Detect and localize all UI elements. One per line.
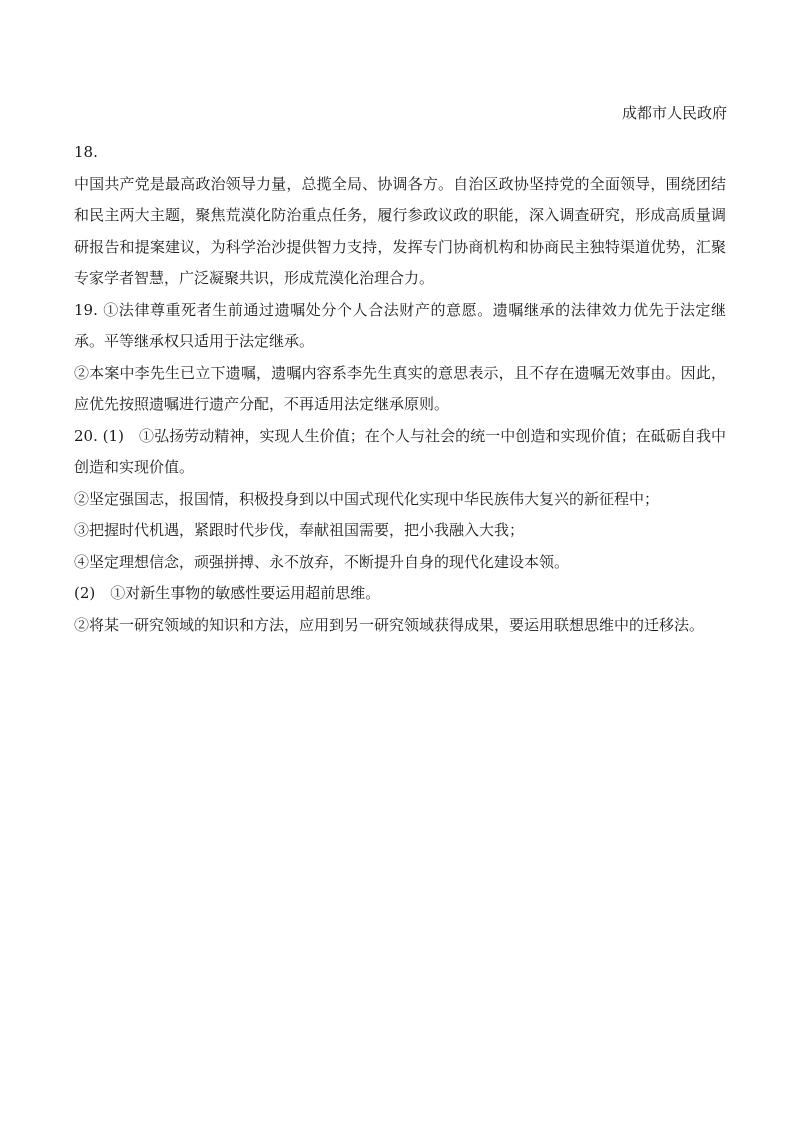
question-19-point-1: 19. ①法律尊重死者生前通过遗嘱处分个人合法财产的意愿。遗嘱继承的法律效力优先于法定继承。平等继承权只适用于法定继承。 [74, 300, 726, 350]
source-line: 成都市人民政府 [621, 104, 727, 122]
question-20-part-1-point-1: 20. (1) ①弘扬劳动精神，实现人生价值；在个人与社会的统一中创造和实现价值；在砥砺自我中创造和实现价值。 [74, 426, 726, 476]
question-20-part-1-point-4: ④坚定理想信念，顽强拼搏、永不放弃，不断提升自身的现代化建设本领。 [74, 552, 570, 571]
question-18-answer: 中国共产党是最高政治领导力量，总揽全局、协调各方。自治区政协坚持党的全面领导，围绕团结和民主两大主题，聚焦荒漠化防治重点任务，履行参政议政的职能，深入调查研究，形成高质量调研报告和提案建议，为科学治沙提供智力支持，发挥专门协商机构和协商民主独特渠道优势，汇聚专家学者智慧，广泛凝聚共识，形成荒漠化治理合力。 [74, 174, 726, 287]
question-20-part-2-point-2: ②将某一研究领域的知识和方法，应用到另一研究领域获得成果，要运用联想思维中的迁移法。 [74, 615, 705, 634]
question-20-part-1-point-2: ②坚定强国志，报国情，积极投身到以中国式现代化实现中华民族伟大复兴的新征程中； [74, 489, 660, 508]
answer-content [74, 137, 726, 641]
question-20-part-2-point-1: (2) ①对新生事物的敏感性要运用超前思维。 [74, 584, 381, 602]
question-18-number: 18. [74, 143, 98, 161]
question-19-point-2: ②本案中李先生已立下遗嘱，遗嘱内容系李先生真实的意思表示，且不存在遗嘱无效事由。因此，应优先按照遗嘱进行遗产分配，不再适用法定继承原则。 [74, 363, 726, 413]
question-20-part-1-point-3: ③把握时代机遇，紧跟时代步伐，奉献祖国需要，把小我融入大我； [74, 521, 525, 539]
